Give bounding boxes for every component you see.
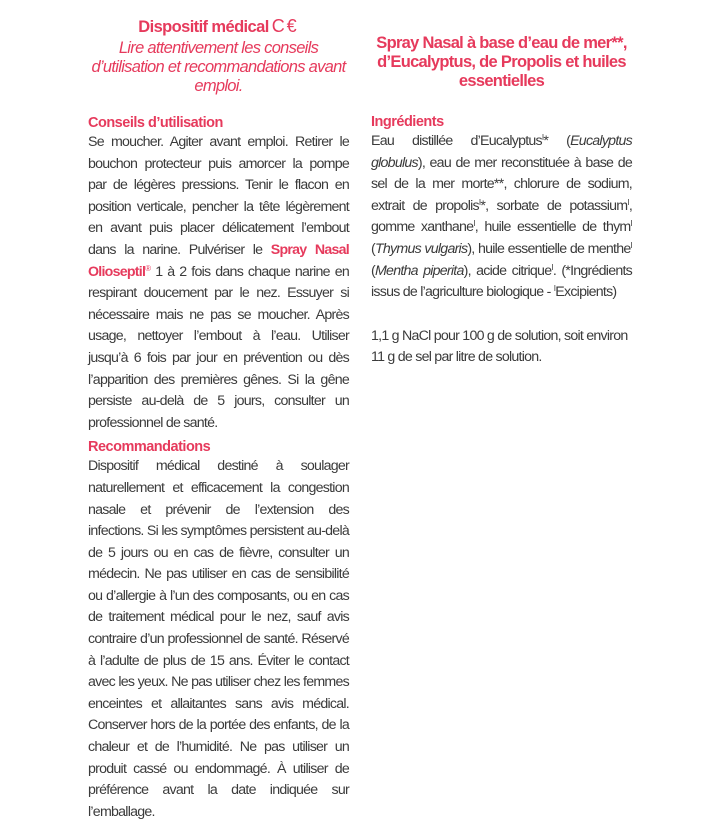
- excipient-mark: I: [473, 219, 475, 229]
- ingredients-section: [371, 113, 632, 304]
- usage-text-part: 1 à 2 fois dans chaque narine en respirant doucement par le nez. Essuyer si nécessaire mais ne pas se moucher. Après usage, nettoyer l’embout à l’eau. Utiliser jusqu’à 6 fois par jour en prévention ou dès l’apparition des premières gênes. Si la gêne persiste au-delà de 5 jours, consulter un professionnel de santé.: [88, 263, 349, 431]
- ingredient-text: * (: [543, 133, 571, 149]
- title-text: Dispositif médical: [138, 18, 269, 36]
- ingredient-text: *, sorbate de potassium: [480, 197, 628, 214]
- latin-name: Thymus vulgaris: [374, 240, 468, 257]
- recommendations-text: Dispositif médical destiné à soulager naturellement et efficacement la congestion nasale et prévenir de l’extension des infections. Si les symptômes persistent au-delà de 5 jours ou en cas de fièvre, consulter un médecin. Ne pas utiliser en cas de sensibilité ou d’allergie à l’un des composants, ou en cas de traitement médical pour le nez, sauf avis contraire d’un professionnel de santé. Réservé à l’adulte de plus de 15 ans. Éviter le contact avec les yeux. Ne pas utiliser chez les femmes enceintes et allaitantes sans avis médical. Conserver hors de la portée des enfants, de la chaleur et de l’humidité. Ne pas utiliser un produit cassé ou endommagé. À utiliser de préférence avant la date indiquée sur l’emballage.: [88, 458, 349, 820]
- usage-text-part: Se moucher. Agiter avant emploi. Retirer le bouchon protecteur puis amorcer la pompe par de légères pressions. Tenir le flacon en position verticale, pencher la tête légèrement en avant puis placer délicatement l’embout dans la narine. Pulvériser le: [88, 134, 349, 258]
- product-title: Spray Nasal à base d’eau de mer**, d’Eucalyptus, de Propolis et huiles essentielles: [376, 34, 627, 90]
- excipient-mark: I: [541, 133, 544, 142]
- ingredients-text: [371, 131, 632, 304]
- usage-text: [88, 132, 349, 434]
- ce-mark-icon: C€: [271, 16, 299, 36]
- recommendations-heading: Recommandations: [88, 439, 211, 456]
- ingredients-heading: Ingrédients: [371, 114, 444, 130]
- usage-heading: Conseils d’utilisation: [88, 115, 223, 131]
- left-column: [88, 15, 349, 823]
- read-instructions-notice: Lire attentivement les conseils d’utilisation et recommandations avant emploi.: [91, 39, 346, 95]
- excipient-mark: I: [630, 240, 632, 250]
- registered-mark: ®: [145, 263, 151, 273]
- ingredient-text: , gomme xanthane: [371, 197, 633, 236]
- usage-section: [88, 114, 349, 434]
- latin-name: Mentha piperita: [374, 262, 464, 279]
- ingredient-text: , huile essentielle de thym: [474, 219, 631, 236]
- excipient-mark: I: [478, 197, 481, 207]
- excipient-mark: I: [630, 219, 632, 229]
- excipient-mark: I: [627, 197, 629, 207]
- ingredient-text: ), eau de mer reconstituée à base de sel de la mer morte**, chlorure de sodium, extrait de propolis: [371, 154, 632, 214]
- ingredient-text: (: [371, 240, 375, 257]
- medical-device-title: [88, 15, 349, 38]
- ingredient-text: . (*Ingrédients issus de l’agriculture biologique -: [371, 262, 633, 301]
- ingredient-text: Eau distillée d’Eucalyptus: [371, 133, 542, 149]
- ingredient-text: (: [371, 262, 375, 279]
- latin-name: Eucalyptus globulus: [371, 133, 632, 171]
- salt-concentration-note: 1,1 g NaCl pour 100 g de solution, soit environ 11 g de sel par litre de solution.: [371, 327, 628, 366]
- ingredient-text: Excipients): [555, 284, 617, 301]
- brand-name: Spray Nasal Olioseptil: [88, 241, 349, 280]
- right-column: [371, 34, 632, 369]
- recommendations-section: [88, 438, 349, 823]
- excipient-mark: I: [553, 284, 556, 294]
- excipient-mark: I: [551, 262, 553, 272]
- ingredient-text: ), acide citrique: [463, 262, 552, 279]
- ingredient-text: ), huile essentielle de menthe: [467, 240, 631, 257]
